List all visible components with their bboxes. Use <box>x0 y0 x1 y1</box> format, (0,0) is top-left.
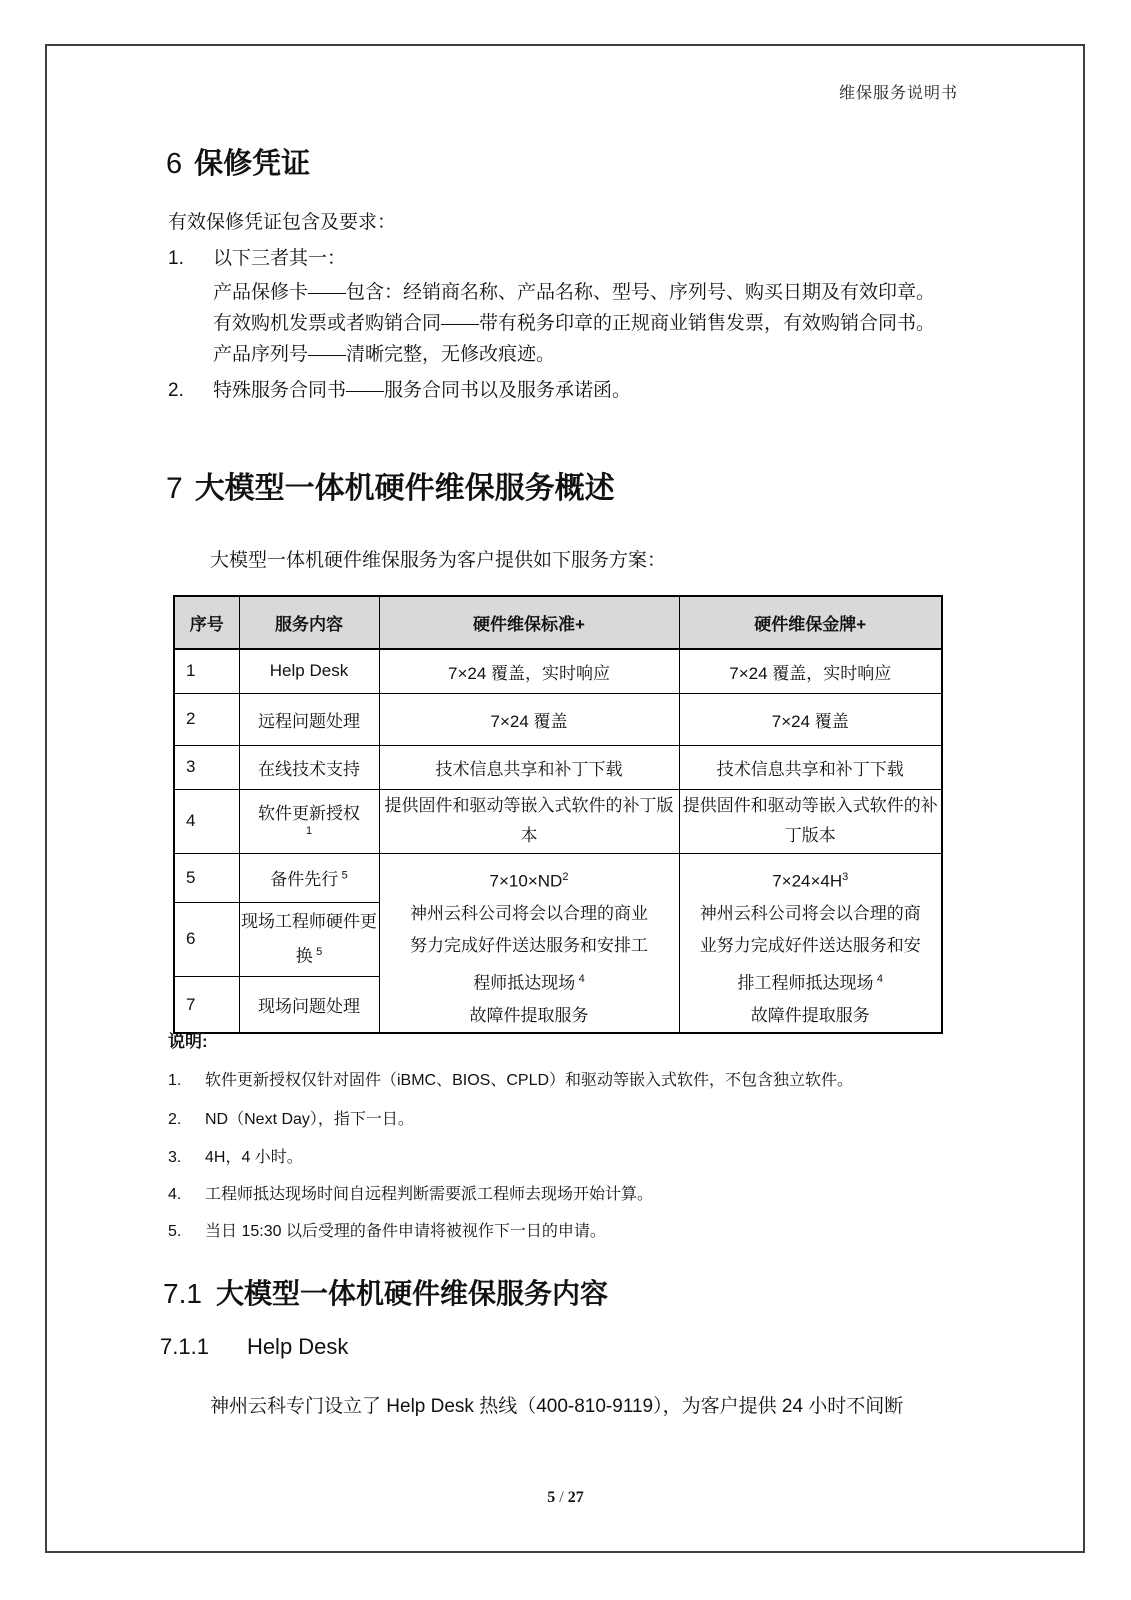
heading-number: 7.1.1 <box>160 1334 209 1359</box>
service-label: 备件先行 <box>270 870 339 890</box>
cell-service <box>239 853 379 902</box>
cell-gold: 提供固件和驱动等嵌入式软件的补丁版本 <box>679 789 942 853</box>
superscript: 1 <box>305 825 313 838</box>
service-plan-table <box>173 595 943 1034</box>
table-row <box>174 745 942 789</box>
note-item <box>168 1218 606 1241</box>
heading-number: 7.1 <box>163 1278 202 1309</box>
section-7-intro: 大模型一体机硬件维保服务为客户提供如下服务方案： <box>210 550 667 571</box>
list-item-2 <box>168 375 631 402</box>
note-number: 5. <box>168 1223 182 1240</box>
section-6-intro: 有效保修凭证包含及要求： <box>168 212 397 233</box>
detail-line: 产品保修卡——包含：经销商名称、产品名称、型号、序列号、购买日期及有效印章。 <box>213 282 936 303</box>
note-text: 当日 15:30 以后受理的备件申请将被视作下一日的申请。 <box>205 1223 606 1240</box>
service-label: 现场工程师硬件更换 <box>241 912 377 966</box>
sla-body-text: 神州云科公司将会以合理的商业努力完成好件送达服务和安排工程师抵达现场 <box>699 903 921 993</box>
superscript: 4 <box>876 972 884 985</box>
detail-line: 产品序列号——清晰完整，无修改痕迹。 <box>213 344 556 365</box>
notes-label: 说明: <box>168 1032 208 1051</box>
merged-standard-cell <box>379 853 679 1033</box>
page-number-total: 27 <box>567 1489 584 1506</box>
heading-number: 7 <box>166 472 183 505</box>
heading-title: 大模型一体机硬件维保服务概述 <box>194 472 615 505</box>
item-number: 1. <box>168 248 184 269</box>
sla-description <box>697 898 925 1000</box>
heading-number: 6 <box>166 148 183 180</box>
sla-extra: 故障件提取服务 <box>750 1005 870 1025</box>
table-header-row <box>174 596 942 649</box>
merged-gold-cell <box>679 853 942 1033</box>
cell-no: 1 <box>174 649 239 693</box>
cell-service <box>239 789 379 853</box>
heading-title: Help Desk <box>246 1334 349 1359</box>
cell-service: 现场问题处理 <box>239 977 379 1034</box>
cell-standard: 提供固件和驱动等嵌入式软件的补丁版本 <box>379 789 679 853</box>
note-item <box>168 1067 853 1090</box>
cell-service <box>239 902 379 977</box>
cell-no: 4 <box>174 789 239 853</box>
superscript: 3 <box>842 870 849 883</box>
item-number: 2. <box>168 380 184 401</box>
item-text: 以下三者其一： <box>213 248 347 269</box>
heading-title: 保修凭证 <box>194 148 311 180</box>
cell-service: Help Desk <box>239 649 379 693</box>
note-number: 1. <box>168 1072 182 1089</box>
sla-extra: 故障件提取服务 <box>469 1005 589 1025</box>
detail-paragraph <box>213 277 945 370</box>
sla-value: 7×10×ND <box>489 871 563 891</box>
sla-line <box>697 861 925 898</box>
note-number: 4. <box>168 1186 182 1203</box>
section-6-heading <box>166 141 310 182</box>
cell-standard: 7×24 覆盖 <box>379 693 679 745</box>
section-7-1-heading <box>163 1272 608 1312</box>
superscript: 4 <box>578 972 585 985</box>
superscript: 5 <box>341 869 348 882</box>
cell-no: 2 <box>174 693 239 745</box>
list-item-1 <box>168 243 346 270</box>
page-number-separator: / <box>559 1489 564 1506</box>
table-row <box>174 649 942 693</box>
service-label: 软件更新授权 <box>258 804 360 824</box>
table-header-cell: 序号 <box>174 596 239 649</box>
cell-gold: 7×24 覆盖 <box>679 693 942 745</box>
table-header-cell: 硬件维保标准+ <box>379 596 679 649</box>
cell-standard: 技术信息共享和补丁下载 <box>379 745 679 789</box>
note-text: 软件更新授权仅针对固件（iBMC、BIOS、CPLD）和驱动等嵌入式软件，不包含独立软件。 <box>205 1072 854 1089</box>
cell-gold: 7×24 覆盖，实时响应 <box>679 649 942 693</box>
sla-value: 7×24×4H <box>772 871 843 891</box>
sla-description <box>406 898 653 1000</box>
cell-standard: 7×24 覆盖，实时响应 <box>379 649 679 693</box>
section-7-1-1-heading <box>160 1334 348 1360</box>
cell-no: 3 <box>174 745 239 789</box>
cell-no: 5 <box>174 853 239 902</box>
table-header-cell: 服务内容 <box>239 596 379 649</box>
table-row <box>174 853 942 902</box>
note-item <box>168 1106 414 1129</box>
table-row <box>174 693 942 745</box>
page-number-current: 5 <box>547 1489 556 1506</box>
cell-gold: 技术信息共享和补丁下载 <box>679 745 942 789</box>
superscript: 5 <box>316 946 323 959</box>
note-item <box>168 1144 303 1167</box>
table-header-cell: 硬件维保金牌+ <box>679 596 942 649</box>
section-7-heading <box>166 463 615 507</box>
cell-service: 在线技术支持 <box>239 745 379 789</box>
note-number: 3. <box>168 1149 182 1166</box>
superscript-line <box>240 824 379 843</box>
cell-no: 6 <box>174 902 239 977</box>
heading-title: 大模型一体机硬件维保服务内容 <box>215 1278 608 1309</box>
table-row <box>174 789 942 853</box>
note-number: 2. <box>168 1111 182 1128</box>
cell-service: 远程问题处理 <box>239 693 379 745</box>
note-text: 工程师抵达现场时间自远程判断需要派工程师去现场开始计算。 <box>205 1186 654 1203</box>
cell-no: 7 <box>174 977 239 1034</box>
sla-body-text: 神州云科公司将会以合理的商业努力完成好件送达服务和安排工程师抵达现场 <box>410 903 648 993</box>
note-text: ND（Next Day），指下一日。 <box>205 1111 414 1128</box>
superscript: 2 <box>562 870 569 883</box>
body-paragraph: 神州云科专门设立了 Help Desk 热线（400-810-9119），为客户提供 24 小时不间断 <box>210 1396 904 1417</box>
detail-line: 有效购机发票或者购销合同——带有税务印章的正规商业销售发票，有效购销合同书。 <box>213 313 936 334</box>
note-text: 4H，4 小时。 <box>205 1149 303 1166</box>
item-text: 特殊服务合同书——服务合同书以及服务承诺函。 <box>213 380 632 401</box>
note-item <box>168 1181 653 1204</box>
page-footer <box>0 1489 1131 1507</box>
sla-line <box>406 861 653 898</box>
doc-header-title: 维保服务说明书 <box>839 85 959 102</box>
